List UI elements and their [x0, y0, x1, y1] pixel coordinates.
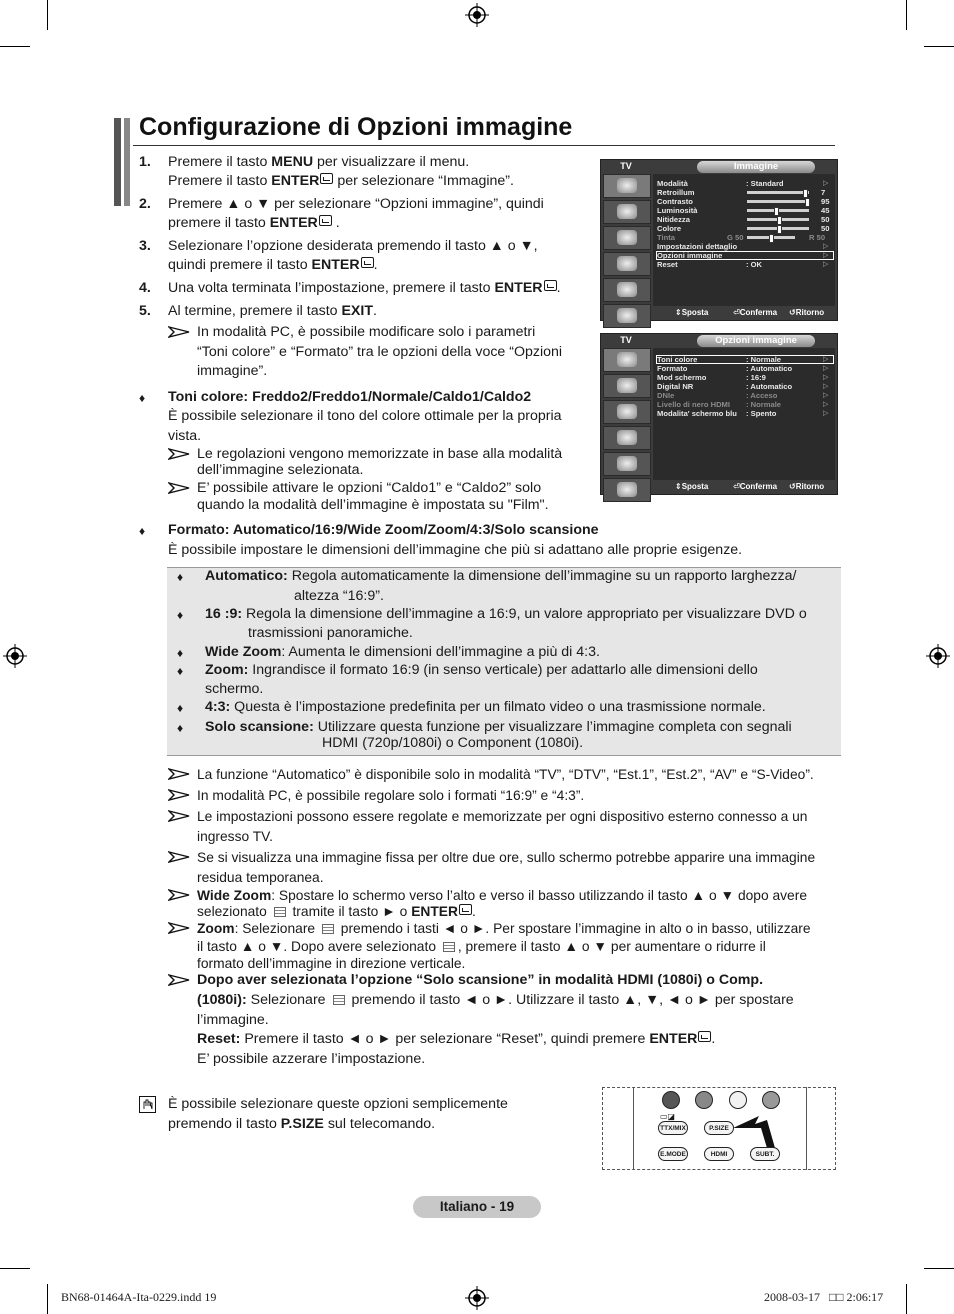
note-text: ingresso TV.: [197, 829, 273, 844]
osd-row[interactable]: Impostazioni dettaglio ▷: [657, 242, 829, 251]
osd-tab-tv: TV: [620, 335, 632, 345]
hdmi-button[interactable]: HDMI: [704, 1147, 734, 1161]
step-text: Premere ▲ o ▼ per selezionare “Opzioni immagine”, quindi: [168, 196, 544, 212]
step-number: 2.: [139, 196, 151, 212]
enter-icon: [698, 1031, 711, 1042]
osd-row[interactable]: Colore 50: [657, 224, 830, 233]
enter-icon: [319, 215, 332, 226]
note-arrow-icon: [168, 448, 190, 460]
yellow-button[interactable]: [729, 1091, 747, 1109]
sound-icon: [603, 200, 651, 224]
input-icon: [603, 452, 651, 476]
picture-icon: [603, 174, 651, 198]
red-button[interactable]: [662, 1091, 680, 1109]
zoom-mode-icon: [333, 995, 345, 1005]
crop-mark: [47, 1284, 48, 1314]
remote-control-illustration: [602, 1087, 836, 1170]
pointer-arrow-icon: [731, 1112, 777, 1148]
formato-item: Wide Zoom: Aumenta le dimensioni dell’immagine a più di 4:3.: [205, 644, 600, 660]
formato-item: 4:3: Questa è l’impostazione predefinita per un filmato video o una trasmissione normale.: [205, 699, 766, 715]
step-text: quindi premere il tasto ENTER .: [168, 257, 378, 273]
step-text: Al termine, premere il tasto EXIT.: [168, 303, 377, 319]
note-arrow-icon: [168, 974, 190, 986]
blue-button[interactable]: [762, 1091, 780, 1109]
note-text: Le impostazioni possono essere regolate e memorizzate per ogni dispositivo esterno connesso a un: [197, 809, 808, 824]
application-icon: [603, 478, 651, 502]
step-text: Premere il tasto MENU per visualizzare il menu.: [168, 154, 470, 170]
osd-menu-immagine: [600, 159, 838, 321]
section-text: È possibile selezionare il tono del colore ottimale per la propria: [168, 408, 562, 424]
formato-item: altezza “16:9”.: [294, 588, 384, 604]
page-title: Configurazione di Opzioni immagine: [139, 113, 573, 141]
osd-row[interactable]: Modalità : Standard ▷: [657, 179, 829, 188]
crop-mark: [0, 1268, 30, 1269]
tip-text: È possibile selezionare queste opzioni semplicemente: [168, 1096, 508, 1112]
crop-mark: [0, 46, 30, 47]
enter-icon: [320, 173, 333, 184]
note-text: il tasto ▲ o ▼. Dopo avere selezionato , premere il tasto ▲ o ▼ per aumentare o ridurre il: [197, 939, 766, 954]
osd-row[interactable]: Nitidezza 50: [657, 215, 830, 224]
diamond-bullet-icon: ♦: [177, 701, 184, 715]
note-arrow-icon: [168, 482, 190, 494]
note-text: E’ possibile attivare le opzioni “Caldo1” e “Caldo2” solo: [197, 480, 542, 496]
dual-icon: ▭◪: [660, 1112, 676, 1121]
title-bar-accent: [124, 118, 130, 206]
note-text: l’immagine.: [197, 1012, 269, 1028]
e-mode-button[interactable]: E.MODE: [658, 1147, 688, 1161]
registration-mark-icon: [3, 644, 27, 668]
diamond-bullet-icon: ♦: [177, 608, 184, 622]
step-text: Premere il tasto ENTER per selezionare “Immagine”.: [168, 173, 514, 189]
formato-item: HDMI (720p/1080i) o Component (1080i).: [322, 735, 584, 751]
registration-mark-icon: [465, 3, 489, 27]
osd-row[interactable]: DNIe : Acceso ▷: [657, 391, 829, 400]
enter-icon: [361, 257, 374, 268]
diamond-bullet-icon: ♦: [139, 524, 146, 538]
step-number: 5.: [139, 303, 151, 319]
formato-item: trasmissioni panoramiche.: [248, 625, 413, 641]
page-number-badge: Italiano - 19: [413, 1196, 541, 1218]
osd-row[interactable]: Luminosità 45: [657, 206, 830, 215]
note-arrow-icon: [168, 768, 190, 780]
osd-tab-tv: TV: [620, 161, 632, 171]
note-text: dell’immagine selezionata.: [197, 462, 364, 478]
print-slug: BN68-01464A-Ita-0229.indd 19: [61, 1290, 217, 1304]
picture-icon: [603, 348, 651, 372]
note-text: In modalità PC, è possibile regolare solo i formati “16:9” e “4:3”.: [197, 788, 585, 803]
crop-mark: [906, 0, 907, 30]
note-text: (1080i): Selezionare premendo il tasto ◄ o ►. Utilizzare il tasto ▲, ▼, ◄ o ► per spostare: [197, 992, 794, 1008]
zoom-mode-icon: [443, 942, 455, 952]
note-arrow-icon: [168, 889, 190, 901]
note-text: “Toni colore” e “Formato” tra le opzioni della voce “Opzioni: [197, 344, 563, 360]
osd-row[interactable]: Reset : OK ▷: [657, 260, 829, 269]
note-text: residua temporanea.: [197, 870, 324, 885]
step-text: premere il tasto ENTER .: [168, 215, 340, 231]
formato-item: Automatico: Regola automaticamente la dimensione dell’immagine su un rapporto larghezza/: [205, 568, 797, 584]
osd-row[interactable]: Tinta G 50 R 50: [657, 233, 826, 242]
tip-icon: [139, 1096, 156, 1113]
crop-mark: [924, 1268, 954, 1269]
note-text: La funzione “Automatico” è disponibile solo in modalità “TV”, “DTV”, “Est.1”, “Est.2”, “AV” e “S-Video”.: [197, 767, 814, 782]
note-arrow-icon: [168, 922, 190, 934]
formato-item: Solo scansione: Utilizzare questa funzione per visualizzare l’immagine completa con segnali: [205, 719, 792, 735]
osd-row[interactable]: Digital NR : Automatico ▷: [657, 382, 829, 391]
tip-text: premendo il tasto P.SIZE sul telecomando.: [168, 1116, 436, 1132]
osd-title: Immagine: [697, 161, 815, 173]
note-text: Se si visualizza una immagine fissa per oltre due ore, sullo schermo potrebbe apparire una immagine: [197, 850, 816, 865]
section-text: È possibile impostare le dimensioni dell’immagine che più si adattano alle proprie esigenze.: [168, 542, 743, 558]
setup-icon: [603, 252, 651, 276]
title-bar-accent: [114, 118, 121, 206]
note-text: selezionato tramite il tasto ► o ENTER .: [197, 904, 476, 919]
note-text: Wide Zoom: Spostare lo schermo verso l’alto e verso il basso utilizzando il tasto ▲ o ▼ dopo avere: [197, 888, 807, 903]
osd-menu-opzioni-immagine: [600, 333, 838, 495]
diamond-bullet-icon: ♦: [177, 646, 184, 660]
registration-mark-icon: [465, 1286, 489, 1310]
application-icon: [603, 304, 651, 328]
note-text: Zoom: Selezionare premendo i tasti ◄ o ►. Per spostare l’immagine in alto o in basso, utilizzare: [197, 921, 811, 936]
note-text: immagine”.: [197, 363, 268, 379]
green-button[interactable]: [695, 1091, 713, 1109]
ttx-mix-button[interactable]: TTX/MIX: [658, 1121, 688, 1135]
zoom-mode-icon: [322, 924, 334, 934]
channel-icon: [603, 226, 651, 250]
note-text: Reset: Premere il tasto ◄ o ► per selezionare “Reset”, quindi premere ENTER .: [197, 1031, 716, 1047]
sound-icon: [603, 374, 651, 398]
section-heading: Toni colore: Freddo2/Freddo1/Normale/Caldo1/Caldo2: [168, 389, 532, 405]
osd-row[interactable]: Mod schermo : 16:9 ▷: [657, 373, 829, 382]
title-rule: [133, 145, 835, 146]
osd-row-selected[interactable]: Opzioni immagine ▷: [657, 251, 829, 260]
formato-item: 16 :9: Regola la dimensione dell’immagine a 16:9, un valore appropriato per visualizzare DVD o: [205, 606, 807, 622]
channel-icon: [603, 400, 651, 424]
step-text: Selezionare l’opzione desiderata premendo il tasto ▲ o ▼,: [168, 238, 538, 254]
diamond-bullet-icon: ♦: [177, 570, 184, 584]
step-number: 1.: [139, 154, 151, 170]
step-number: 3.: [139, 238, 151, 254]
section-heading: Formato: Automatico/16:9/Wide Zoom/Zoom/4:3/Solo scansione: [168, 522, 599, 538]
diamond-bullet-icon: ♦: [139, 391, 146, 405]
step-text: Una volta terminata l’impostazione, premere il tasto ENTER .: [168, 280, 561, 296]
crop-mark: [47, 0, 48, 30]
diamond-bullet-icon: ♦: [177, 721, 184, 735]
enter-icon: [544, 280, 557, 291]
enter-icon: [459, 904, 472, 915]
zoom-mode-icon: [274, 907, 286, 917]
input-icon: [603, 278, 651, 302]
note-arrow-icon: [168, 326, 190, 338]
formato-item: schermo.: [205, 681, 264, 697]
osd-row[interactable]: Modalita' schermo blu : Spento ▷: [657, 409, 829, 418]
p-size-button[interactable]: P.SIZE: [704, 1121, 734, 1135]
osd-row[interactable]: Formato : Automatico ▷: [657, 364, 829, 373]
section-text: vista.: [168, 428, 202, 444]
diamond-bullet-icon: ♦: [177, 664, 184, 678]
note-text: In modalità PC, è possibile modificare solo i parametri: [197, 324, 536, 340]
osd-row[interactable]: Livello di nero HDMI : Normale ▷: [657, 400, 829, 409]
osd-row[interactable]: Contrasto 95: [657, 197, 830, 206]
osd-row-selected[interactable]: Toni colore : Normale ▷: [657, 355, 829, 364]
osd-footer: ⇕ Sposta ⏎ Conferma ↺ Ritorno: [675, 308, 825, 317]
note-text: Le regolazioni vengono memorizzate in base alla modalità: [197, 446, 563, 462]
setup-icon: [603, 426, 651, 450]
osd-footer: ⇕ Sposta ⏎ Conferma ↺ Ritorno: [675, 482, 825, 491]
crop-mark: [924, 46, 954, 47]
print-timestamp: 2008-03-17 □□ 2:06:17: [764, 1290, 884, 1304]
note-arrow-icon: [168, 789, 190, 801]
note-text: E’ possibile azzerare l’impostazione.: [197, 1051, 426, 1067]
step-number: 4.: [139, 280, 151, 296]
osd-title: Opzioni immagine: [697, 335, 815, 347]
note-text: formato dell’immagine in direzione verticale.: [197, 956, 466, 971]
note-arrow-icon: [168, 851, 190, 863]
note-text: Dopo aver selezionata l’opzione “Solo scansione” in modalità HDMI (1080i) o Comp.: [197, 972, 764, 988]
subt-button[interactable]: SUBT.: [750, 1147, 780, 1161]
crop-mark: [906, 1284, 907, 1314]
registration-mark-icon: [926, 644, 950, 668]
note-arrow-icon: [168, 810, 190, 822]
osd-row[interactable]: Retroillum 7: [657, 188, 826, 197]
note-text: quando la modalità dell’immagine è impostata su "Film".: [197, 497, 549, 513]
formato-item: Zoom: Ingrandisce il formato 16:9 (in senso verticale) per adattarlo alle dimensioni dello: [205, 662, 758, 678]
